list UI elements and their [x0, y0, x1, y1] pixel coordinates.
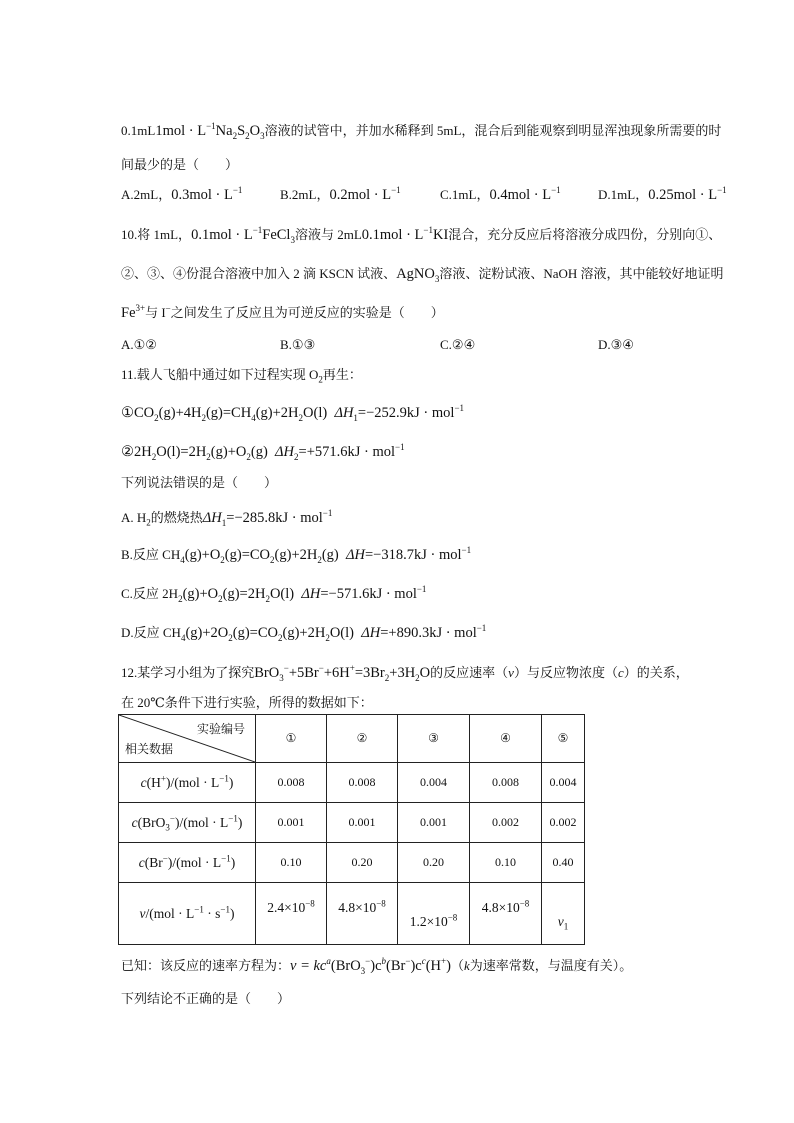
q9-text: 溶液的试管中，并加水稀释到 5mL，混合后到能观察到明显浑浊现象所需要的时 [264, 123, 722, 138]
corner-bottom-label: 相关数据 [125, 742, 174, 756]
row-header-br: $c(Br^-)/(mol \cdot L^{-1})$ [119, 843, 256, 883]
q12-ask: 下列结论不正确的是（ ） [121, 991, 291, 1006]
table-cell: 0.10 [470, 843, 542, 883]
q9-volume: 0.1mL [121, 123, 156, 138]
table-cell: 0.008 [470, 763, 542, 803]
q9-line1 [121, 122, 721, 140]
q11-eq1: $①CO_2(g)+4H_2(g)=CH_4(g)+2H_2O(l) \Delta H_1=-252.9kJ \cdot mol^{-1}$ [121, 403, 465, 423]
q10-option-d: D.③④ [598, 337, 634, 352]
table-cell: 0.20 [327, 843, 398, 883]
q9-option-d: D.1mL，$0.25mol \cdot L^{-1}$ [598, 185, 727, 203]
table-cell: $1.2\times 10^{-8}$ [398, 883, 470, 945]
q11-ask: 下列说法错误的是（ ） [121, 475, 278, 490]
table-cell: 0.001 [256, 803, 327, 843]
q12-known: 已知：该反应的速率方程为：$v = kc^a(BrO_3^-)c^b(Br^-)c^c(H^+)(k$为速率常数，与温度有关）。 [121, 956, 633, 976]
table-cell: 0.004 [542, 763, 585, 803]
q10-line2: ②、③、④份混合溶液中加入 2 滴 KSCN 试液、AgNO$_3$溶液、淀粉试液、NaOH 溶液，其中能较好地证明 [121, 266, 724, 284]
q12-line1: 12.某学习小组为了探究$BrO_3^-+5Br^-+6H^+=3Br_2+3H_2O$的反应速率（v）与反应物浓度（c）的关系， [121, 663, 689, 683]
table-cell: 0.008 [256, 763, 327, 803]
table-row [119, 763, 585, 803]
q11-option-b: B.反应 $CH_4(g)+O_2(g)=CO_2(g)+2H_2(g) \Delta H=-318.7kJ \cdot mol^{-1}$ [121, 545, 472, 565]
q9-conc: $1mol \cdot L^{-1}Na_2S_2O_3$ [155, 121, 265, 141]
q9-option-c: C.1mL，$0.4mol \cdot L^{-1}$ [440, 185, 561, 203]
table-cell: 0.001 [327, 803, 398, 843]
q11-option-c: C.反应 $2H_2(g)+O_2(g)=2H_2O(l) \Delta H=-571.6kJ \cdot mol^{-1}$ [121, 584, 427, 604]
table-row [119, 843, 585, 883]
table-cell: $2.4\times 10^{-8}$ [256, 883, 327, 945]
q11-eq2: $②2H_2O(l)=2H_2(g)+O_2(g) \Delta H_2=+571.6kJ \cdot mol^{-1}$ [121, 442, 405, 462]
table-row [119, 883, 585, 945]
table-cell: 0.004 [398, 763, 470, 803]
table-cell: 0.002 [470, 803, 542, 843]
q12-line2: 在 20℃条件下进行实验，所得的数据如下： [121, 695, 373, 710]
row-header-h: $c(H^+)/(mol \cdot L^{-1})$ [119, 763, 256, 803]
col-header: ⑤ [542, 715, 585, 763]
table-corner [119, 715, 256, 763]
row-header-v: $v/(mol \cdot L^{-1} \cdot s^{-1})$ [119, 883, 256, 945]
col-header: ① [256, 715, 327, 763]
table-cell: $4.8\times 10^{-8}$ [327, 883, 398, 945]
table-cell: 0.002 [542, 803, 585, 843]
col-header: ② [327, 715, 398, 763]
q11-option-d: D.反应 $CH_4(g)+2O_2(g)=CO_2(g)+2H_2O(l) \Delta H=+890.3kJ \cdot mol^{-1}$ [121, 623, 487, 643]
q10-option-a: A.①② [121, 337, 157, 352]
col-header: ④ [470, 715, 542, 763]
q9-option-a: A.2mL，$0.3mol \cdot L^{-1}$ [121, 185, 243, 203]
table-row [119, 803, 585, 843]
corner-top-label: 实验编号 [196, 722, 245, 736]
q10-line1: 10.将 1mL，$0.1mol \cdot L^{-1}FeCl_3$溶液与 $2mL0.1mol \cdot L^{-1}KI$混合，充分反应后将溶液分成四份，分别向①、 [121, 225, 722, 245]
table-cell: $v_1$ [542, 883, 585, 945]
q11-option-a: A. $H_2$的燃烧热$\Delta H_1=-285.8kJ \cdot mol^{-1}$ [121, 508, 333, 528]
q9-line2: 间最少的是（ ） [121, 157, 239, 172]
table-cell: 0.008 [327, 763, 398, 803]
q10-option-b: B.①③ [280, 337, 316, 352]
q10-option-c: C.②④ [440, 337, 476, 352]
table-cell: 0.001 [398, 803, 470, 843]
q10-line3: $Fe^{3+}$与 I−之间发生了反应且为可逆反应的实验是（ ） [121, 303, 444, 321]
table-cell: 0.20 [398, 843, 470, 883]
q12-data-table [118, 714, 585, 945]
table-cell: $4.8\times 10^{-8}$ [470, 883, 542, 945]
table-cell: 0.10 [256, 843, 327, 883]
q11-title: 11.载人飞船中通过如下过程实现 $O_2$再生： [121, 367, 362, 385]
table-cell: 0.40 [542, 843, 585, 883]
q9-option-b: B.2mL，$0.2mol \cdot L^{-1}$ [280, 185, 401, 203]
col-header: ③ [398, 715, 470, 763]
row-header-bro3: $c(BrO_3^-)/(mol \cdot L^{-1})$ [119, 803, 256, 843]
table-header-row [119, 715, 585, 763]
